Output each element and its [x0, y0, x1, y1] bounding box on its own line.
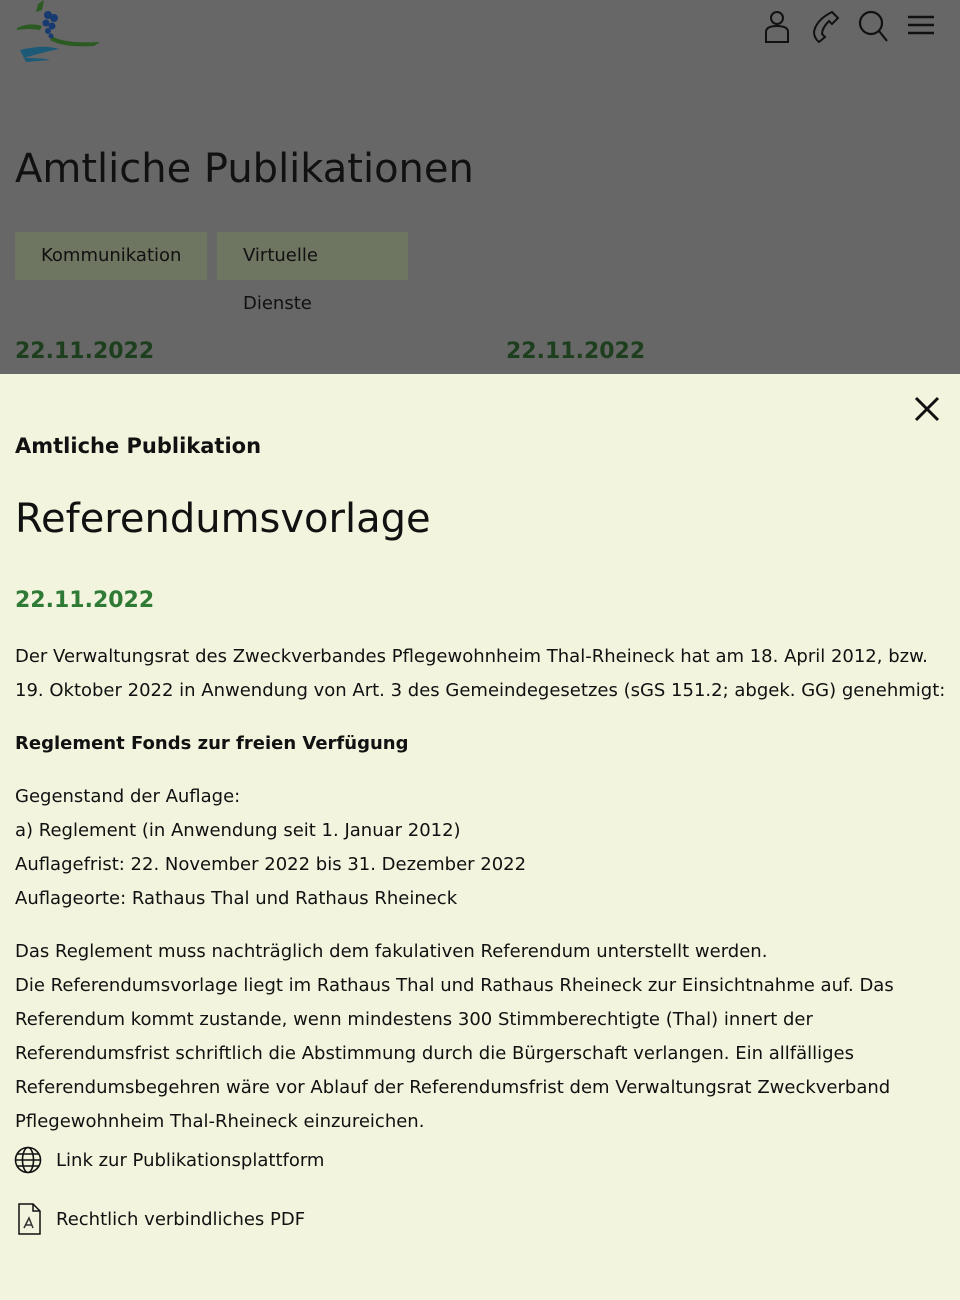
menu-icon[interactable]	[904, 8, 938, 44]
intro-text: Der Verwaltungsrat des Zweckverbandes Pflegewohnheim Thal-Rheineck hat am 18. April 2012, bzw. 19. Oktober 2022 in Anwendung von Art. 3 des Gemeindegesetzes (sGS 151.2; abgek. GG) genehmigt:	[15, 646, 946, 701]
publication-date: 22.11.2022	[15, 339, 155, 364]
globe-icon	[14, 1146, 42, 1174]
phone-icon[interactable]	[808, 8, 842, 44]
platform-link-label[interactable]: Link zur Publikationsplattform	[56, 1149, 325, 1171]
pdf-link-label[interactable]: Rechtlich verbindliches PDF	[56, 1208, 306, 1230]
platform-link[interactable]	[14, 1146, 324, 1174]
pdf-link[interactable]	[14, 1202, 305, 1236]
publication-date: 22.11.2022	[506, 339, 646, 364]
paragraph: Das Reglement muss nachträglich dem fakulativen Referendum unterstellt werden.	[15, 941, 768, 962]
search-icon[interactable]	[856, 8, 890, 44]
modal-body	[15, 640, 950, 1158]
publication-modal	[0, 374, 960, 1300]
modal-date: 22.11.2022	[15, 588, 155, 613]
tag-kommunikation[interactable]: Kommunikation	[15, 232, 207, 280]
detail-line: Gegenstand der Auflage:	[15, 786, 241, 807]
user-icon[interactable]	[760, 8, 794, 44]
subheading: Reglement Fonds zur freien Verfügung	[15, 733, 409, 754]
details	[15, 780, 950, 916]
detail-line: Auflagefrist: 22. November 2022 bis 31. Dezember 2022	[15, 854, 527, 875]
detail-line: Auflageorte: Rathaus Thal und Rathaus Rheineck	[15, 888, 458, 909]
pdf-icon	[14, 1202, 42, 1236]
modal-kicker: Amtliche Publikation	[15, 434, 262, 458]
paragraph: Die Referendumsvorlage liegt im Rathaus Thal und Rathaus Rheineck zur Einsichtnahme auf. Das Referendum kommt zustande, wenn mindestens 300 Stimmberechtigte (Thal) innert der Referendumsfrist schriftlich die Abstimmung durch die Bürgerschaft verlangen. Ein allfälliges Referendumsbegehren wäre vor Ablauf der Referendumsfrist dem Verwaltungsrat Zweckverband Pflegewohnheim Thal-Rheineck einzureichen.	[15, 975, 894, 1132]
logo[interactable]	[14, 0, 104, 64]
page-title: Amtliche Publikationen	[15, 146, 474, 192]
tag-virtuelle-dienste[interactable]: Virtuelle Dienste	[217, 232, 408, 280]
modal-title: Referendumsvorlage	[15, 496, 431, 542]
detail-line: a) Reglement (in Anwendung seit 1. Januar 2012)	[15, 820, 461, 841]
close-icon[interactable]	[912, 394, 942, 424]
